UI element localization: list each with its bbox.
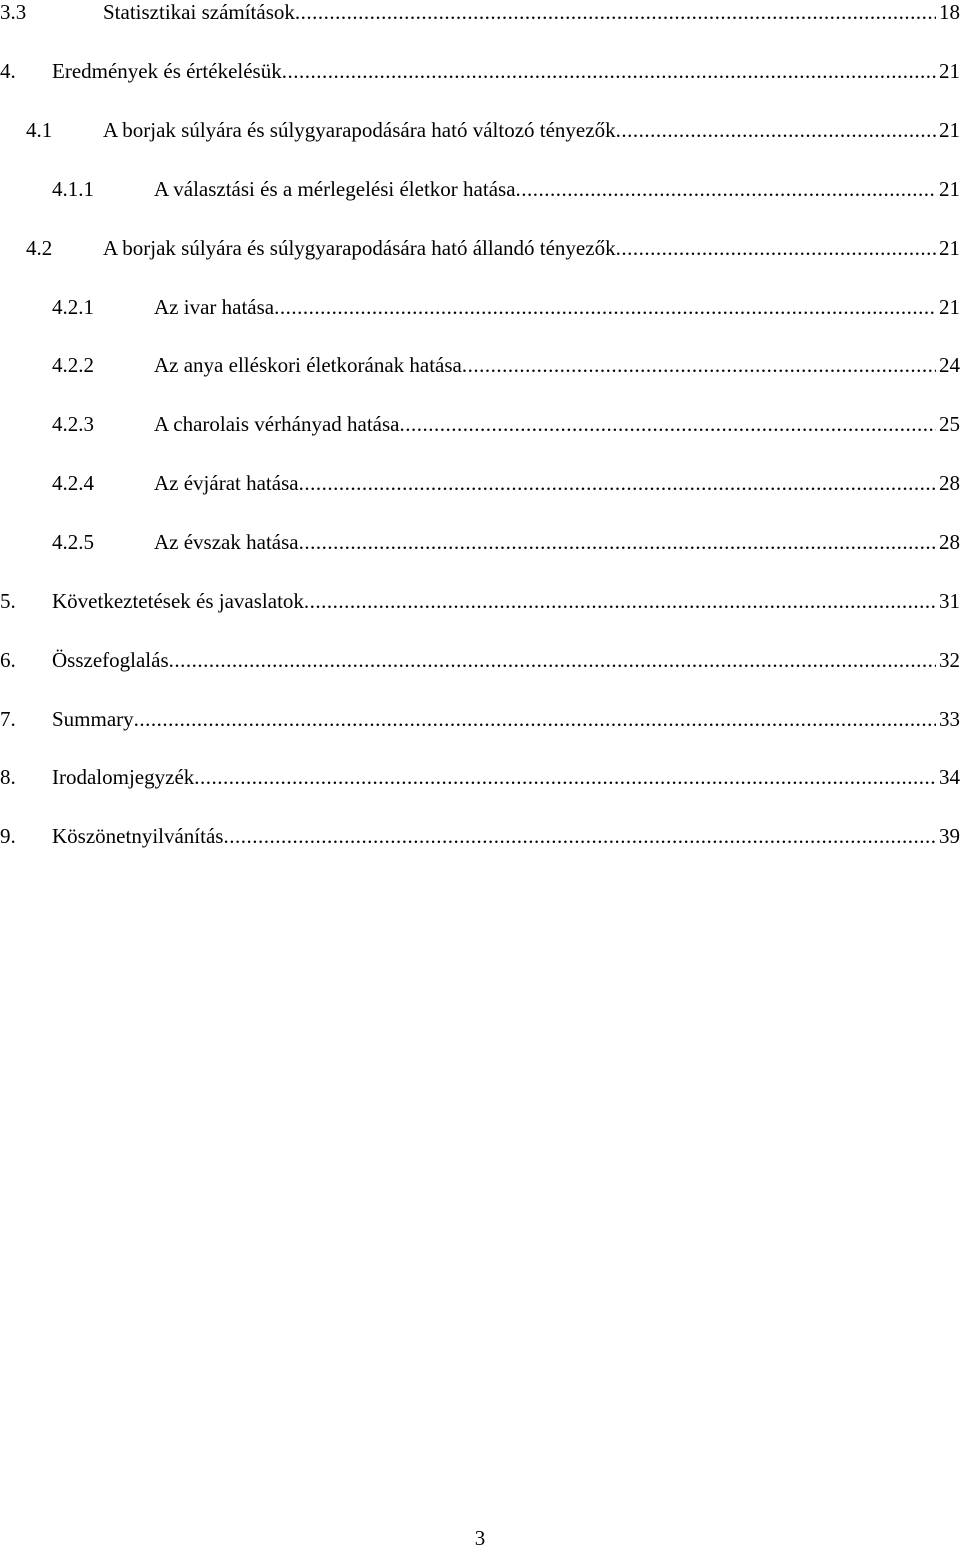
toc-entry[interactable]	[0, 350, 960, 380]
toc-dot-leader	[462, 350, 936, 380]
toc-entry[interactable]	[0, 115, 960, 145]
toc-entry-line	[52, 704, 960, 734]
toc-entry-line	[52, 56, 960, 86]
toc-entry-page: 28	[939, 530, 960, 554]
toc-dot-leader	[223, 821, 936, 851]
toc-entry-line	[52, 821, 960, 851]
toc-entry[interactable]	[0, 527, 960, 557]
toc-entry[interactable]	[0, 409, 960, 439]
toc-dot-leader	[169, 645, 936, 675]
toc-entry-page: 24	[939, 353, 960, 377]
toc-entry-title: Az ivar hatása	[154, 295, 275, 319]
toc-dot-leader	[282, 56, 936, 86]
toc-entry-page: 39	[939, 824, 960, 848]
toc-entry-title: Summary	[52, 707, 134, 731]
toc-entry-title: A borjak súlyára és súlygyarapodására ható állandó tényezők	[103, 236, 616, 260]
toc-entry[interactable]	[0, 174, 960, 204]
toc-entry-page: 21	[939, 59, 960, 83]
toc-entry-page: 21	[939, 118, 960, 142]
toc-entry[interactable]	[0, 762, 960, 792]
toc-entry-title: A borjak súlyára és súlygyarapodására ható változó tényezők	[103, 118, 616, 142]
toc-entry-number: 3.3	[0, 0, 27, 24]
toc-entry-line	[103, 115, 960, 145]
toc-dot-leader	[299, 527, 936, 557]
toc-entry-title: Összefoglalás	[52, 648, 169, 672]
toc-entry-page: 21	[939, 177, 960, 201]
toc-entry-title: A választási és a mérlegelési életkor hatása	[154, 177, 516, 201]
toc-entry-number: 6.	[0, 648, 16, 672]
toc-dot-leader	[399, 409, 936, 439]
toc-entry-title: Következtetések és javaslatok	[52, 589, 304, 613]
toc-entry-number: 4.2.1	[52, 295, 94, 319]
toc-entry-line	[103, 0, 960, 27]
toc-entry-page: 31	[939, 589, 960, 613]
toc-entry-page: 28	[939, 471, 960, 495]
toc-dot-leader	[304, 586, 936, 616]
toc-entry[interactable]	[0, 645, 960, 675]
toc-dot-leader	[194, 762, 936, 792]
toc-dot-leader	[616, 233, 936, 263]
toc-dot-leader	[299, 468, 936, 498]
toc-entry-page: 33	[939, 707, 960, 731]
toc-entry[interactable]	[0, 468, 960, 498]
toc-entry-line	[154, 409, 960, 439]
toc-entry-title: Az évszak hatása	[154, 530, 299, 554]
toc-entry-title: Eredmények és értékelésük	[52, 59, 282, 83]
toc-entry-page: 32	[939, 648, 960, 672]
toc-entry-page: 25	[939, 412, 960, 436]
toc-entry[interactable]	[0, 821, 960, 851]
toc-entry-page: 21	[939, 295, 960, 319]
toc-entry-number: 4.1	[26, 118, 53, 142]
toc-entry-number: 4.	[0, 59, 16, 83]
toc-dot-leader	[274, 292, 936, 322]
toc-dot-leader	[295, 0, 936, 27]
toc-entry[interactable]	[0, 0, 960, 27]
toc-entry[interactable]	[0, 233, 960, 263]
toc-entry[interactable]	[0, 292, 960, 322]
toc-entry[interactable]	[0, 704, 960, 734]
toc-entry-line	[154, 174, 960, 204]
toc-entry-line	[52, 645, 960, 675]
toc-entry-line	[154, 468, 960, 498]
toc-dot-leader	[134, 704, 936, 734]
toc-entry-page: 18	[939, 0, 960, 24]
toc-entry-number: 4.2	[26, 236, 53, 260]
toc-entry-title: Irodalomjegyzék	[52, 765, 195, 789]
toc-entry-title: A charolais vérhányad hatása	[154, 412, 400, 436]
toc-entry-line	[52, 762, 960, 792]
toc-entry-line	[154, 292, 960, 322]
toc-entry-number: 7.	[0, 707, 16, 731]
toc-entry-line	[154, 527, 960, 557]
toc-entry-number: 4.2.2	[52, 353, 94, 377]
toc-entry-title: Köszönetnyilvánítás	[52, 824, 224, 848]
toc-entry-page: 21	[939, 236, 960, 260]
toc-entry-title: Az anya elléskori életkorának hatása	[154, 353, 462, 377]
toc-entry-line	[52, 586, 960, 616]
toc-entry-title: Statisztikai számítások	[103, 0, 295, 24]
toc-entry-number: 9.	[0, 824, 16, 848]
toc-entry-title: Az évjárat hatása	[154, 471, 299, 495]
toc-entry-line	[103, 233, 960, 263]
toc-entry-number: 4.2.5	[52, 530, 94, 554]
toc-entry-number: 5.	[0, 589, 16, 613]
toc-entry-number: 4.1.1	[52, 177, 94, 201]
toc-entry-number: 8.	[0, 765, 16, 789]
toc-entry-line	[154, 350, 960, 380]
page-number: 3	[474, 1526, 486, 1550]
toc-entry[interactable]	[0, 586, 960, 616]
toc-entry[interactable]	[0, 56, 960, 86]
toc-entry-page: 34	[939, 765, 960, 789]
toc-entry-number: 4.2.3	[52, 412, 94, 436]
toc-dot-leader	[516, 174, 936, 204]
toc-dot-leader	[616, 115, 936, 145]
toc-entry-number: 4.2.4	[52, 471, 94, 495]
